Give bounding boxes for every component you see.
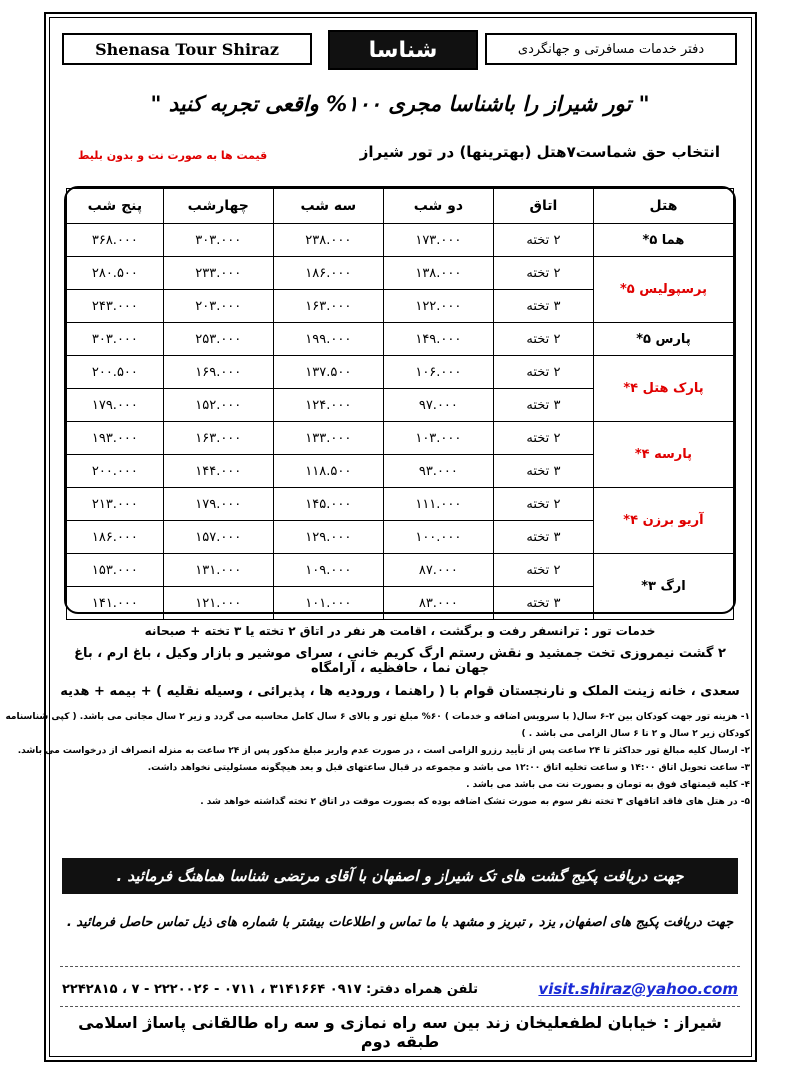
price-cell: ۱۸۶.۰۰۰	[273, 257, 383, 290]
separator-bottom	[60, 1006, 740, 1007]
hotel-name-cell: پرسپولیس ۵*	[593, 257, 733, 323]
price-cell: ۲۵۳.۰۰۰	[163, 323, 273, 356]
price-cell: ۱۳۱.۰۰۰	[163, 554, 273, 587]
table-row	[67, 422, 734, 455]
terms-notes	[5, 712, 750, 814]
price-cell: ۱۵۲.۰۰۰	[163, 389, 273, 422]
price-cell: ۱۱۱.۰۰۰	[383, 488, 493, 521]
note-item: کودکان زیر ۲ سال و ۲ تا ۶ سال الزامی می باشد . )	[521, 729, 750, 739]
room-type-cell: ۲ تخته	[493, 356, 593, 389]
note-item: ۲- ارسال کلیه مبالغ تور حداکثر تا ۲۴ ساعت پس از تأیید رزرو الزامی است ، در صورت عدم واریز مبلغ مذکور پس از ۲۴ ساعت به منزله انصراف از درخواست می باشد.	[17, 746, 750, 756]
contact-line: جهت دریافت پکیج های اصفهان, یزد , تبریز و مشهد با ما تماس و اطلاعات بیشتر با شماره های ذیل تماس حاصل فرمائید .	[66, 915, 734, 930]
subline: انتخاب حق شماست٧هتل (بهترینها) در تور شیراز	[359, 143, 720, 161]
hotel-name-cell: آریو برزن ۴*	[593, 488, 733, 554]
price-cell: ۲۸۰.۵۰۰	[67, 257, 164, 290]
price-cell: ۱۹۹.۰۰۰	[273, 323, 383, 356]
room-type-cell: ۳ تخته	[493, 587, 593, 620]
room-type-cell: ۲ تخته	[493, 257, 593, 290]
price-cell: ۱۲۴.۰۰۰	[273, 389, 383, 422]
table-row	[67, 323, 734, 356]
room-type-cell: ۲ تخته	[493, 554, 593, 587]
price-cell: ۲۰۰.۵۰۰	[67, 356, 164, 389]
package-banner: جهت دریافت پکیج گشت های تک شیراز و اصفهان با آقای مرتضی شناسا هماهنگ فرمائید .	[62, 858, 738, 894]
price-cell: ۳۰۳.۰۰۰	[67, 323, 164, 356]
price-cell: ۱۲۲.۰۰۰	[383, 290, 493, 323]
price-cell: ۱۰۳.۰۰۰	[383, 422, 493, 455]
room-type-cell: ۳ تخته	[493, 521, 593, 554]
price-cell: ۱۴۹.۰۰۰	[383, 323, 493, 356]
table-row	[67, 356, 734, 389]
price-cell: ۲۱۳.۰۰۰	[67, 488, 164, 521]
hotel-name-cell: هما ۵*	[593, 224, 733, 257]
services-line-3: سعدی ، خانه زینت الملک و نارنجستان قوام با ( راهنما ، ورودیه ها ، پذیرائی ، وسیله نقلیه ) + بیمه + هدیه	[60, 684, 740, 699]
col-header-five-nights: پنج شب	[67, 189, 164, 224]
col-header-four-nights: چهارشب	[163, 189, 273, 224]
room-type-cell: ۲ تخته	[493, 422, 593, 455]
price-cell: ۲۰۳.۰۰۰	[163, 290, 273, 323]
services-line-1: خدمات تور : ترانسفر رفت و برگشت ، اقامت هر نفر در اتاق ۲ تخته یا ۳ تخته + صبحانه	[144, 624, 656, 638]
brand-logo-text: شناسا	[328, 30, 478, 70]
table-row	[67, 554, 734, 587]
header	[60, 30, 740, 70]
room-type-cell: ۲ تخته	[493, 224, 593, 257]
price-cell: ۱۶۳.۰۰۰	[273, 290, 383, 323]
col-header-two-nights: دو شب	[383, 189, 493, 224]
price-cell: ۱۳۳.۰۰۰	[273, 422, 383, 455]
price-cell: ۱۰۹.۰۰۰	[273, 554, 383, 587]
price-cell: ۱۷۳.۰۰۰	[383, 224, 493, 257]
note-item: ١- هزینه تور جهت کودکان بین ۲-۶ سال( با سرویس اضافه و خدمات ) ۶۰% مبلغ تور و بالای ۶ سال کامل محاسبه می گردد و زیر ۲ سال مجانی می باشد. ( کپی شناسنامه	[5, 712, 750, 722]
price-cell: ۸۳.۰۰۰	[383, 587, 493, 620]
price-cell: ۱۰۰.۰۰۰	[383, 521, 493, 554]
room-type-cell: ۲ تخته	[493, 323, 593, 356]
price-cell: ۲۴۳.۰۰۰	[67, 290, 164, 323]
price-cell: ۱۶۳.۰۰۰	[163, 422, 273, 455]
col-header-hotel: هتل	[593, 189, 733, 224]
price-cell: ۱۳۸.۰۰۰	[383, 257, 493, 290]
price-note: قیمت ها به صورت نت و بدون بلیط	[78, 149, 268, 162]
table-row	[67, 224, 734, 257]
price-cell: ۹۳.۰۰۰	[383, 455, 493, 488]
price-cell: ۱۴۱.۰۰۰	[67, 587, 164, 620]
separator-top	[60, 966, 740, 967]
note-item: ۵- در هتل های فاقد اتاقهای ۳ تخته نفر سوم به صورت تشک اضافه بوده که بصورت موقت در اتاق ۲ تخته گذاشته خواهد شد .	[200, 797, 750, 807]
price-cell: ۱۴۴.۰۰۰	[163, 455, 273, 488]
tour-services	[60, 624, 740, 699]
price-cell: ۱۶۹.۰۰۰	[163, 356, 273, 389]
table-header-row	[67, 189, 734, 224]
price-cell: ۱۰۶.۰۰۰	[383, 356, 493, 389]
brand-name-latin: Shenasa Tour Shiraz	[62, 33, 312, 65]
price-cell: ۱۸۶.۰۰۰	[67, 521, 164, 554]
services-line-2: ۲ گشت نیمروزی تخت جمشید و نقش رستم ارگ کریم خانی ، سرای موشیر و بازار وکیل ، باغ ارم ، باغ جهان نما ، حافظیه ، آرامگاه	[74, 646, 726, 676]
price-cell: ۱۹۳.۰۰۰	[67, 422, 164, 455]
contact-details	[62, 980, 738, 1000]
headline: " تور شیراز را باشناسا مجری ١٠٠% واقعی تجربه کنید "	[150, 92, 650, 116]
price-cell: ۱۵۷.۰۰۰	[163, 521, 273, 554]
price-cell: ۱۵۳.۰۰۰	[67, 554, 164, 587]
price-cell: ۳۶۸.۰۰۰	[67, 224, 164, 257]
room-type-cell: ۳ تخته	[493, 455, 593, 488]
price-cell: ۲۰۰.۰۰۰	[67, 455, 164, 488]
price-table	[66, 188, 734, 620]
price-cell: ۲۳۸.۰۰۰	[273, 224, 383, 257]
hotel-name-cell: پارک هتل ۴*	[593, 356, 733, 422]
room-type-cell: ۲ تخته	[493, 488, 593, 521]
col-header-room: اتاق	[493, 189, 593, 224]
office-address: شیراز : خیابان لطفعلیخان زند بین سه راه نمازی و سه راه طالقانی پاساژ اسلامی طبقه دوم	[78, 1013, 722, 1051]
price-cell: ۱۲۹.۰۰۰	[273, 521, 383, 554]
hotel-name-cell: پارس ۵*	[593, 323, 733, 356]
hotel-name-cell: پارسه ۴*	[593, 422, 733, 488]
price-cell: ۱۷۹.۰۰۰	[67, 389, 164, 422]
price-cell: ۲۳۳.۰۰۰	[163, 257, 273, 290]
room-type-cell: ۳ تخته	[493, 290, 593, 323]
price-cell: ۸۷.۰۰۰	[383, 554, 493, 587]
price-cell: ۱۲۱.۰۰۰	[163, 587, 273, 620]
price-cell: ۱۳۷.۵۰۰	[273, 356, 383, 389]
price-cell: ۱۱۸.۵۰۰	[273, 455, 383, 488]
hotel-name-cell: ارگ ۳*	[593, 554, 733, 620]
price-cell: ۱۴۵.۰۰۰	[273, 488, 383, 521]
email-link[interactable]: visit.shiraz@yahoo.com	[538, 980, 738, 998]
col-header-three-nights: سه شب	[273, 189, 383, 224]
table-row	[67, 488, 734, 521]
price-cell: ۱۰۱.۰۰۰	[273, 587, 383, 620]
phone-numbers: تلفن همراه دفتر: ۰۹۱۷ ۳۱۴۱۶۶۴ ، ۰۷۱۱ - ۲۲۲۰۰۲۶ - ۷ ، ۲۲۴۲۸۱۵	[62, 982, 479, 997]
price-table-wrapper	[64, 186, 736, 614]
room-type-cell: ۳ تخته	[493, 389, 593, 422]
price-cell: ۳۰۳.۰۰۰	[163, 224, 273, 257]
price-cell: ۱۷۹.۰۰۰	[163, 488, 273, 521]
table-row	[67, 257, 734, 290]
price-cell: ۹۷.۰۰۰	[383, 389, 493, 422]
note-item: ۳- ساعت تحویل اتاق ١۴:۰۰ و ساعت تخلیه اتاق ١۲:۰۰ می باشد و مجموعه در قبال ساعتهای قبل و بعد هیچگونه مسئولیتی نخواهد داشت.	[147, 763, 750, 773]
agency-tagline: دفتر خدمات مسافرتی و جهانگردی	[485, 33, 737, 65]
note-item: ۴- کلیه قیمتهای فوق به تومان و بصورت نت می باشد می باشد .	[466, 780, 750, 790]
